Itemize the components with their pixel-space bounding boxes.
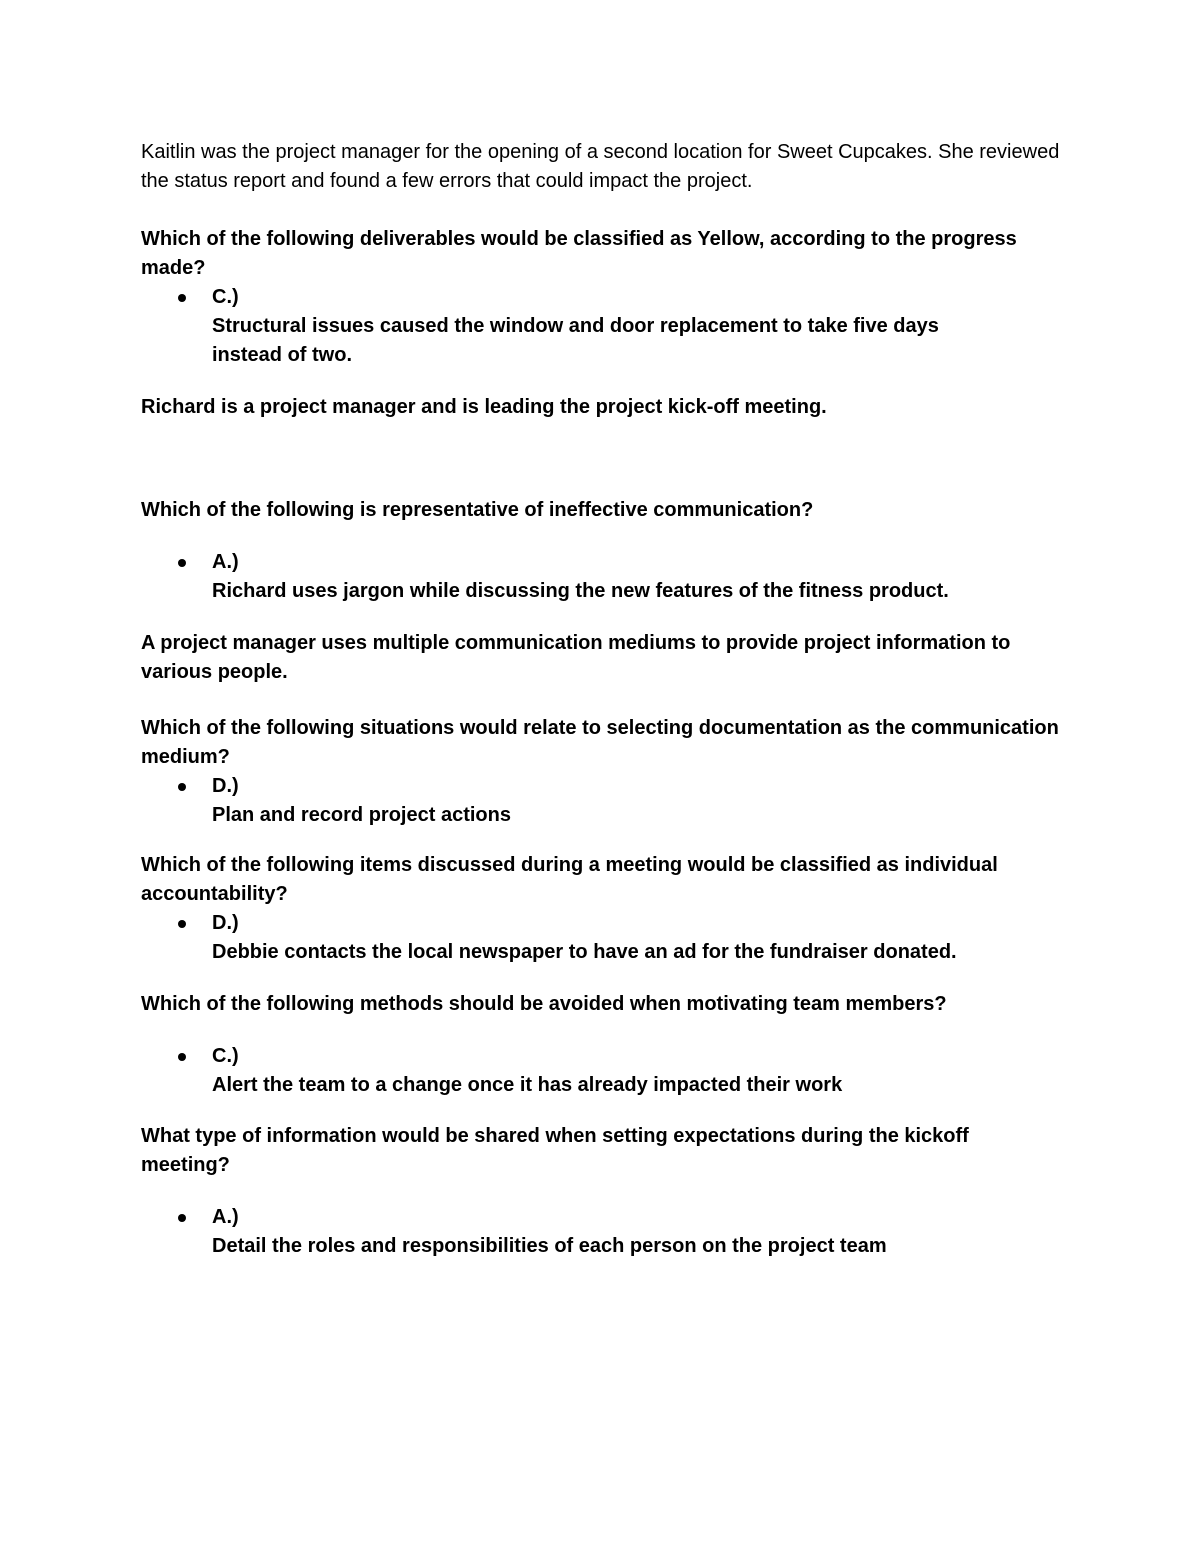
answer-item <box>141 1042 1061 1100</box>
answer-item <box>141 772 1061 830</box>
answer-text: Structural issues caused the window and door replacement to take five days instead of two. <box>212 315 939 366</box>
context-paragraph: A project manager uses multiple communication mediums to provide project information to various people. <box>141 632 1011 683</box>
answer-item <box>141 1203 1061 1261</box>
intro-paragraph: Kaitlin was the project manager for the opening of a second location for Sweet Cupcakes. She reviewed the status report and found a few errors that could impact the project. <box>141 141 1060 192</box>
question-2 <box>141 496 1061 606</box>
answer-item <box>141 909 1061 967</box>
question-5 <box>141 990 1061 1100</box>
question-3 <box>141 714 1061 830</box>
context-paragraph: Richard is a project manager and is leading the project kick-off meeting. <box>141 396 827 418</box>
bullet-icon <box>178 783 186 791</box>
question-4 <box>141 851 1061 967</box>
answer-text: Plan and record project actions <box>212 804 511 826</box>
bullet-icon <box>178 1214 186 1222</box>
question-text: What type of information would be shared when setting expectations during the kickoff meeting? <box>141 1125 969 1176</box>
question-text: Which of the following situations would relate to selecting documentation as the communication medium? <box>141 717 1059 768</box>
question-text: Which of the following methods should be avoided when motivating team members? <box>141 993 947 1015</box>
answer-item <box>141 548 1061 606</box>
answer-letter: D.) <box>212 775 239 797</box>
question-text: Which of the following items discussed during a meeting would be classified as individual accountability? <box>141 854 998 905</box>
bullet-icon <box>178 559 186 567</box>
bullet-icon <box>178 294 186 302</box>
answer-letter: C.) <box>212 286 239 308</box>
answer-letter: D.) <box>212 912 239 934</box>
question-text: Which of the following deliverables would be classified as Yellow, according to the progress made? <box>141 228 1017 279</box>
bullet-icon <box>178 1053 186 1061</box>
answer-letter: C.) <box>212 1045 239 1067</box>
answer-text: Detail the roles and responsibilities of each person on the project team <box>212 1235 887 1257</box>
answer-item <box>141 283 1061 370</box>
answer-letter: A.) <box>212 1206 239 1228</box>
question-1 <box>141 225 1061 370</box>
answer-text: Richard uses jargon while discussing the new features of the fitness product. <box>212 580 949 602</box>
answer-text: Debbie contacts the local newspaper to have an ad for the fundraiser donated. <box>212 941 957 963</box>
answer-text: Alert the team to a change once it has already impacted their work <box>212 1074 843 1096</box>
question-text: Which of the following is representative of ineffective communication? <box>141 499 814 521</box>
bullet-icon <box>178 920 186 928</box>
question-6 <box>141 1122 1061 1261</box>
answer-letter: A.) <box>212 551 239 573</box>
